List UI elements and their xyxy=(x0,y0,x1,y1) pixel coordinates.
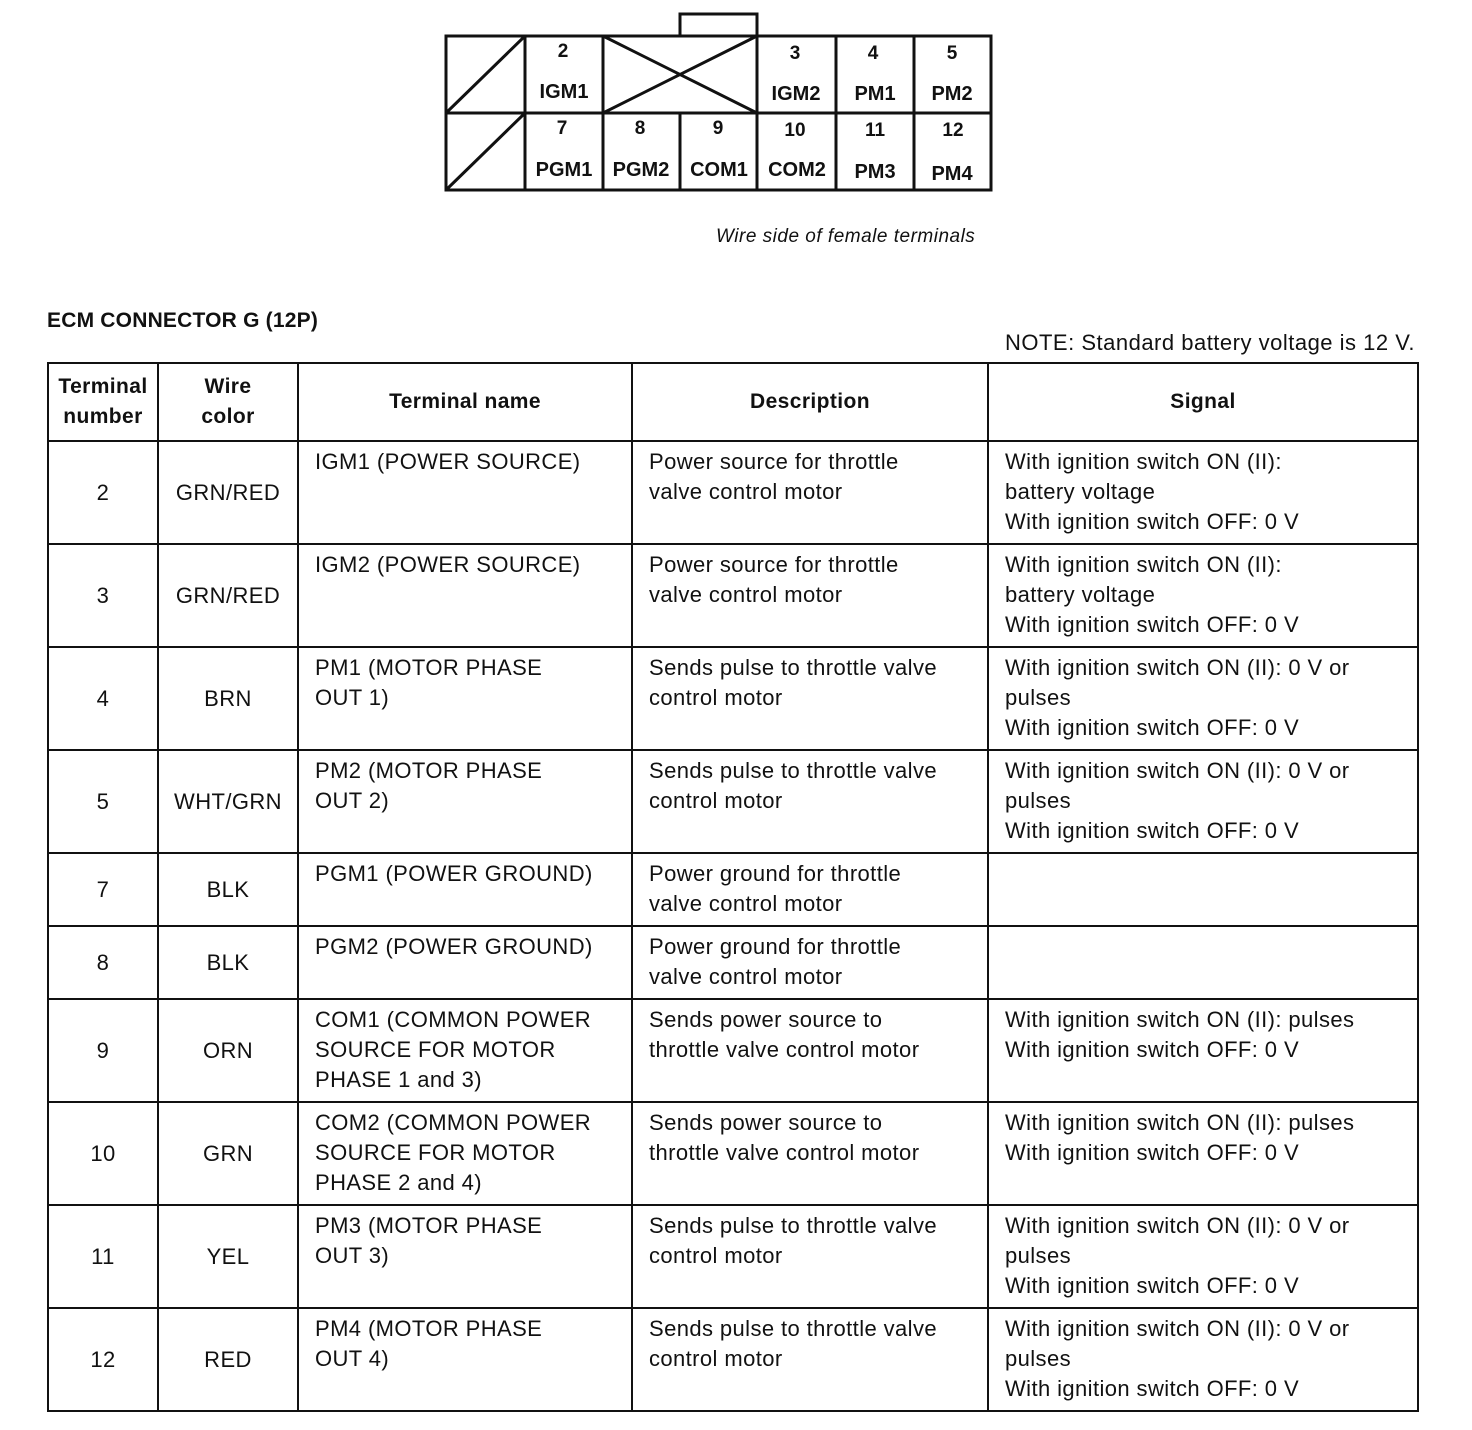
signal: With ignition switch ON (II): 0 V or pulses With ignition switch OFF: 0 V xyxy=(988,1308,1418,1411)
wire-color: WHT/GRN xyxy=(158,750,298,853)
signal xyxy=(988,926,1418,999)
terminal-name: PM1 (MOTOR PHASE OUT 1) xyxy=(298,647,632,750)
wire-color: BRN xyxy=(158,647,298,750)
terminal-name: IGM1 (POWER SOURCE) xyxy=(298,441,632,544)
terminal-name: COM1 (COMMON POWER SOURCE FOR MOTOR PHASE 1 and 3) xyxy=(298,999,632,1102)
description: Power ground for throttle valve control motor xyxy=(632,853,988,926)
table-row xyxy=(48,750,1418,853)
connector-diagram xyxy=(0,0,1472,215)
terminal-table xyxy=(47,362,1419,1412)
header-signal: Signal xyxy=(988,363,1418,441)
terminal-number: 2 xyxy=(48,441,158,544)
diagram-caption: Wire side of female terminals xyxy=(716,226,976,247)
description: Sends power source to throttle valve control motor xyxy=(632,1102,988,1205)
header-terminal-number: Terminal number xyxy=(48,363,158,441)
pin-number: 8 xyxy=(634,118,646,139)
terminal-number: 12 xyxy=(48,1308,158,1411)
pin-label: COM2 xyxy=(768,159,826,181)
wire-color: BLK xyxy=(158,853,298,926)
wire-color: YEL xyxy=(158,1205,298,1308)
description: Sends pulse to throttle valve control motor xyxy=(632,1205,988,1308)
pin-label: PM2 xyxy=(931,83,973,105)
pin-number: 9 xyxy=(712,118,724,139)
connector-latch xyxy=(680,14,757,36)
wire-color: RED xyxy=(158,1308,298,1411)
blank-cavity-top-left xyxy=(446,36,525,113)
wire-color: ORN xyxy=(158,999,298,1102)
terminal-name: IGM2 (POWER SOURCE) xyxy=(298,544,632,647)
description: Sends pulse to throttle valve control motor xyxy=(632,750,988,853)
header-terminal-name: Terminal name xyxy=(298,363,632,441)
table-row xyxy=(48,1205,1418,1308)
table-row xyxy=(48,544,1418,647)
battery-note: NOTE: Standard battery voltage is 12 V. xyxy=(1004,330,1415,355)
pin-label: PGM2 xyxy=(612,159,670,181)
terminal-name: PGM2 (POWER GROUND) xyxy=(298,926,632,999)
pin-label: PGM1 xyxy=(535,159,593,181)
terminal-name: PM2 (MOTOR PHASE OUT 2) xyxy=(298,750,632,853)
description: Power source for throttle valve control motor xyxy=(632,441,988,544)
pin-label: PM3 xyxy=(854,161,896,183)
signal: With ignition switch ON (II): pulses With ignition switch OFF: 0 V xyxy=(988,1102,1418,1205)
table-header-row xyxy=(48,363,1418,441)
wire-color: GRN xyxy=(158,1102,298,1205)
signal xyxy=(988,853,1418,926)
pin-number: 12 xyxy=(942,120,964,141)
terminal-number: 9 xyxy=(48,999,158,1102)
pin-label: PM4 xyxy=(931,163,973,185)
signal: With ignition switch ON (II): 0 V or pulses With ignition switch OFF: 0 V xyxy=(988,750,1418,853)
terminal-number: 7 xyxy=(48,853,158,926)
terminal-name: PGM1 (POWER GROUND) xyxy=(298,853,632,926)
wire-color: GRN/RED xyxy=(158,544,298,647)
header-description: Description xyxy=(632,363,988,441)
pin-number: 10 xyxy=(784,120,806,141)
page-title: ECM CONNECTOR G (12P) xyxy=(47,309,319,332)
pin-number: 4 xyxy=(867,43,879,64)
pin-label: COM1 xyxy=(690,159,748,181)
terminal-name: PM4 (MOTOR PHASE OUT 4) xyxy=(298,1308,632,1411)
pin-number: 2 xyxy=(557,41,569,62)
blank-cavity-bottom-left xyxy=(446,113,525,190)
signal: With ignition switch ON (II): battery voltage With ignition switch OFF: 0 V xyxy=(988,544,1418,647)
pin-label: IGM2 xyxy=(771,83,821,105)
table-row xyxy=(48,1102,1418,1205)
terminal-number: 11 xyxy=(48,1205,158,1308)
pin-number: 7 xyxy=(556,118,568,139)
table-row xyxy=(48,441,1418,544)
table-row xyxy=(48,1308,1418,1411)
pin-label: IGM1 xyxy=(539,81,589,103)
wire-color: BLK xyxy=(158,926,298,999)
description: Sends pulse to throttle valve control motor xyxy=(632,647,988,750)
table-row xyxy=(48,999,1418,1102)
terminal-number: 4 xyxy=(48,647,158,750)
terminal-number: 5 xyxy=(48,750,158,853)
terminal-number: 8 xyxy=(48,926,158,999)
pin-number: 5 xyxy=(946,43,958,64)
pin-number: 3 xyxy=(789,43,801,64)
description: Power ground for throttle valve control motor xyxy=(632,926,988,999)
terminal-name: COM2 (COMMON POWER SOURCE FOR MOTOR PHASE 2 and 4) xyxy=(298,1102,632,1205)
description: Sends power source to throttle valve control motor xyxy=(632,999,988,1102)
terminal-number: 10 xyxy=(48,1102,158,1205)
description: Sends pulse to throttle valve control motor xyxy=(632,1308,988,1411)
pin-number: 11 xyxy=(864,120,886,141)
table-row xyxy=(48,647,1418,750)
wire-color: GRN/RED xyxy=(158,441,298,544)
signal: With ignition switch ON (II): pulses With ignition switch OFF: 0 V xyxy=(988,999,1418,1102)
table-row xyxy=(48,926,1418,999)
header-wire-color: Wire color xyxy=(158,363,298,441)
signal: With ignition switch ON (II): 0 V or pulses With ignition switch OFF: 0 V xyxy=(988,647,1418,750)
terminal-name: PM3 (MOTOR PHASE OUT 3) xyxy=(298,1205,632,1308)
pin-label: PM1 xyxy=(854,83,896,105)
table-row xyxy=(48,853,1418,926)
terminal-number: 3 xyxy=(48,544,158,647)
signal: With ignition switch ON (II): 0 V or pulses With ignition switch OFF: 0 V xyxy=(988,1205,1418,1308)
description: Power source for throttle valve control motor xyxy=(632,544,988,647)
signal: With ignition switch ON (II): battery voltage With ignition switch OFF: 0 V xyxy=(988,441,1418,544)
